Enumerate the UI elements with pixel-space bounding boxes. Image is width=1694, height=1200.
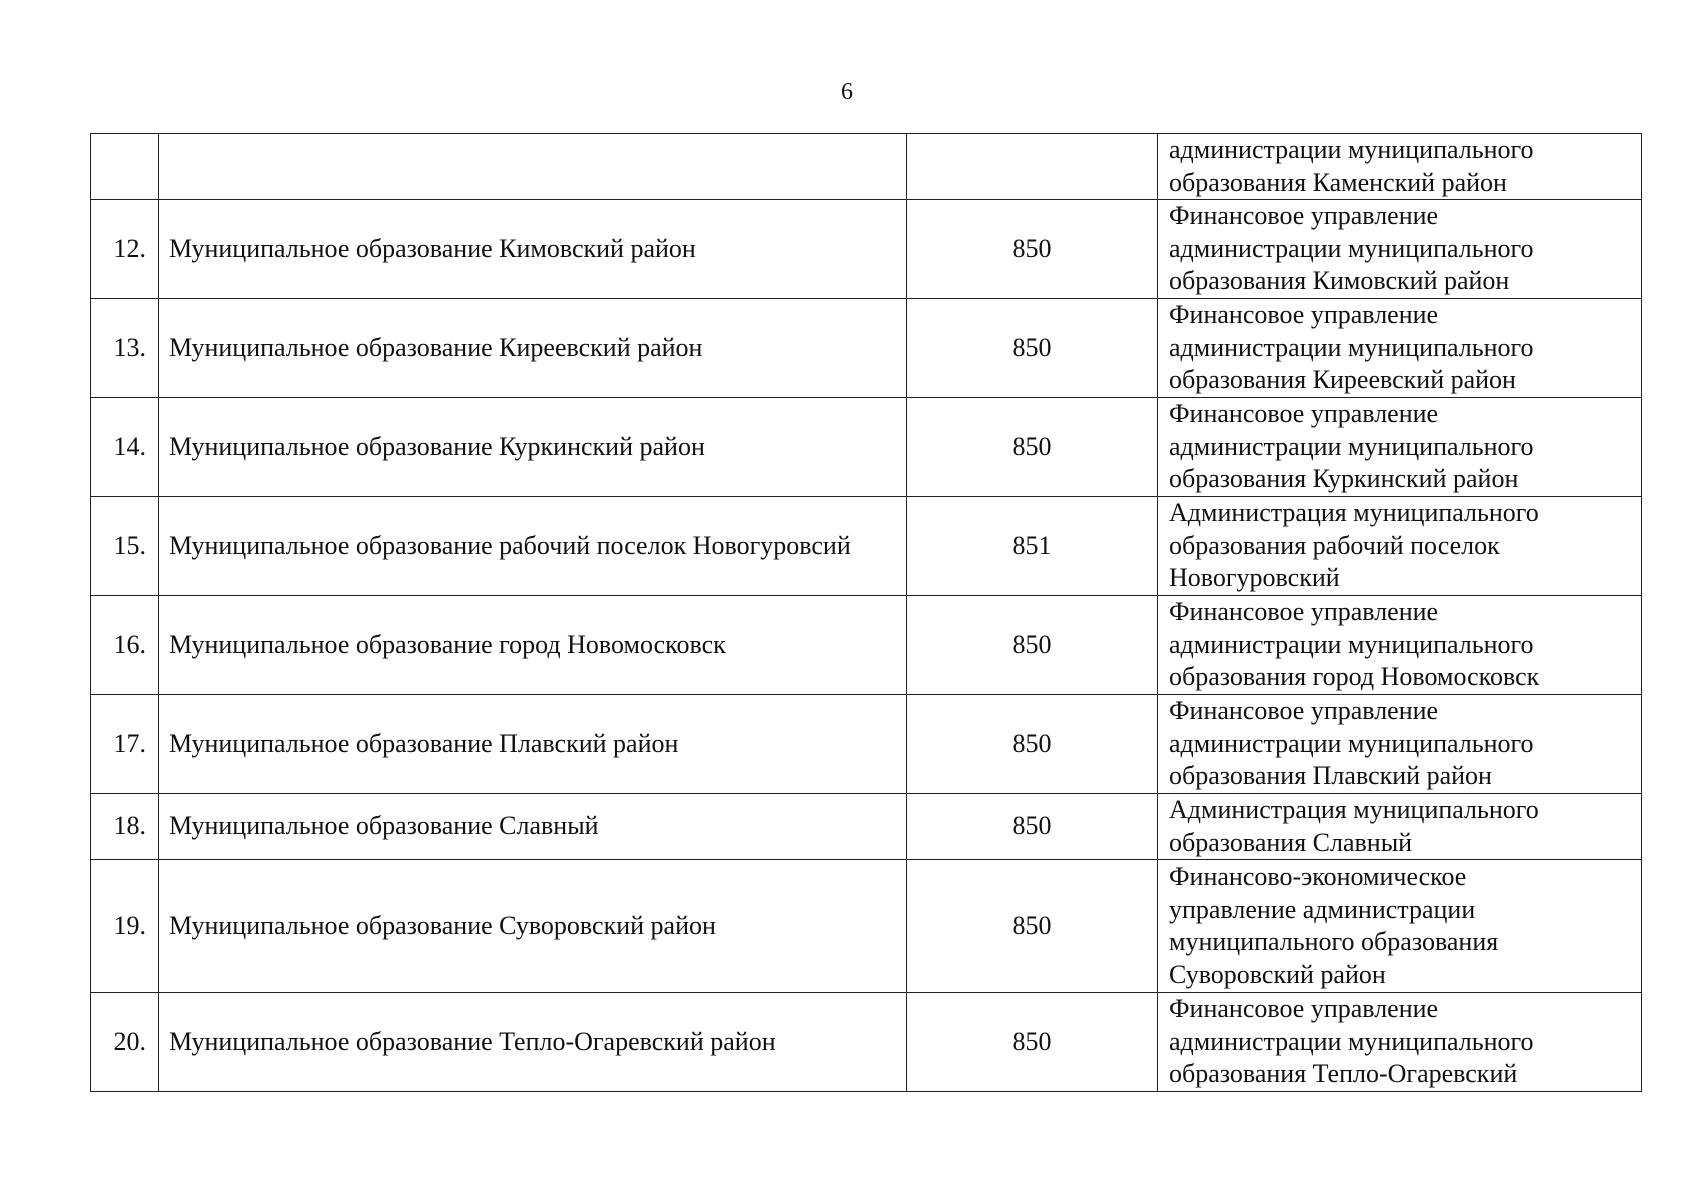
administering-body-line: администрации муниципального <box>1169 1026 1534 1056</box>
municipalities-table <box>90 133 1642 1092</box>
administering-body-line: образования Киреевский район <box>1169 365 1516 395</box>
administering-body <box>1158 993 1642 1092</box>
administering-body <box>1158 497 1642 596</box>
table-row <box>91 497 1642 596</box>
row-number: 19. <box>91 860 159 993</box>
code <box>907 134 1158 200</box>
municipality-name: Муниципальное образование Кимовский район <box>159 200 907 299</box>
row-number <box>91 134 159 200</box>
code: 850 <box>907 299 1158 398</box>
administering-body-line: Новогуровский <box>1169 563 1340 593</box>
table-row <box>91 596 1642 695</box>
municipality-name: Муниципальное образование Суворовский район <box>159 860 907 993</box>
administering-body-line: образования Тепло-Огаревский <box>1169 1059 1518 1089</box>
table-row <box>91 200 1642 299</box>
code: 850 <box>907 398 1158 497</box>
administering-body <box>1158 398 1642 497</box>
table-row <box>91 299 1642 398</box>
administering-body <box>1158 794 1642 860</box>
administering-body-line: Администрация муниципального <box>1169 498 1539 528</box>
row-number: 16. <box>91 596 159 695</box>
administering-body-line: образования город Новомосковск <box>1169 662 1540 692</box>
administering-body-line: администрации муниципального <box>1169 332 1534 362</box>
municipality-name: Муниципальное образование Славный <box>159 794 907 860</box>
administering-body-line: образования Плавский район <box>1169 761 1492 791</box>
administering-body-line: образования Славный <box>1169 827 1413 857</box>
row-number: 13. <box>91 299 159 398</box>
administering-body-line: администрации муниципального <box>1169 629 1534 659</box>
administering-body-line: Финансовое управление <box>1169 696 1439 726</box>
code: 850 <box>907 993 1158 1092</box>
table-row <box>91 695 1642 794</box>
administering-body-line: муниципального образования <box>1169 927 1499 956</box>
municipality-name: Муниципальное образование Киреевский район <box>159 299 907 398</box>
row-number: 12. <box>91 200 159 299</box>
administering-body-line: Администрация муниципального <box>1169 795 1539 824</box>
table-row <box>91 993 1642 1092</box>
administering-body-line: Суворовский район <box>1169 959 1386 989</box>
administering-body <box>1158 134 1642 200</box>
administering-body-line: управление администрации <box>1169 894 1476 924</box>
code: 850 <box>907 695 1158 794</box>
code: 850 <box>907 860 1158 993</box>
table-row <box>91 398 1642 497</box>
administering-body-line: Финансовое управление <box>1169 399 1439 429</box>
administering-body <box>1158 860 1642 993</box>
administering-body-line: администрации муниципального <box>1169 431 1534 461</box>
municipality-name: Муниципальное образование Плавский район <box>159 695 907 794</box>
administering-body-line: Финансовое управление <box>1169 597 1439 627</box>
administering-body-line: Финансово-экономическое <box>1169 862 1467 891</box>
row-number: 15. <box>91 497 159 596</box>
administering-body-line: Финансовое управление <box>1169 201 1439 231</box>
row-number: 14. <box>91 398 159 497</box>
administering-body-line: образования Кимовский район <box>1169 266 1510 296</box>
municipality-name: Муниципальное образование рабочий поселок Новогуровсий <box>159 497 907 596</box>
administering-body <box>1158 200 1642 299</box>
administering-body-line: образования Каменский район <box>1169 167 1507 197</box>
page-number: 6 <box>841 79 853 105</box>
administering-body-line: администрации муниципального <box>1169 728 1534 758</box>
administering-body-line: образования рабочий поселок <box>1169 530 1500 560</box>
municipality-name <box>159 134 907 200</box>
code: 850 <box>907 596 1158 695</box>
administering-body <box>1158 695 1642 794</box>
administering-body-line: администрации муниципального <box>1169 233 1534 263</box>
administering-body-line: администрации муниципального <box>1169 135 1534 164</box>
code: 851 <box>907 497 1158 596</box>
administering-body <box>1158 299 1642 398</box>
row-number: 20. <box>91 993 159 1092</box>
table-row <box>91 134 1642 200</box>
code: 850 <box>907 794 1158 860</box>
municipality-name: Муниципальное образование город Новомосковск <box>159 596 907 695</box>
municipality-name: Муниципальное образование Куркинский район <box>159 398 907 497</box>
administering-body-line: Финансовое управление <box>1169 994 1439 1024</box>
table-row <box>91 860 1642 993</box>
row-number: 17. <box>91 695 159 794</box>
row-number: 18. <box>91 794 159 860</box>
administering-body-line: образования Куркинский район <box>1169 464 1519 494</box>
table-row <box>91 794 1642 860</box>
municipality-name: Муниципальное образование Тепло-Огаревский район <box>159 993 907 1092</box>
administering-body-line: Финансовое управление <box>1169 300 1439 330</box>
code: 850 <box>907 200 1158 299</box>
administering-body <box>1158 596 1642 695</box>
